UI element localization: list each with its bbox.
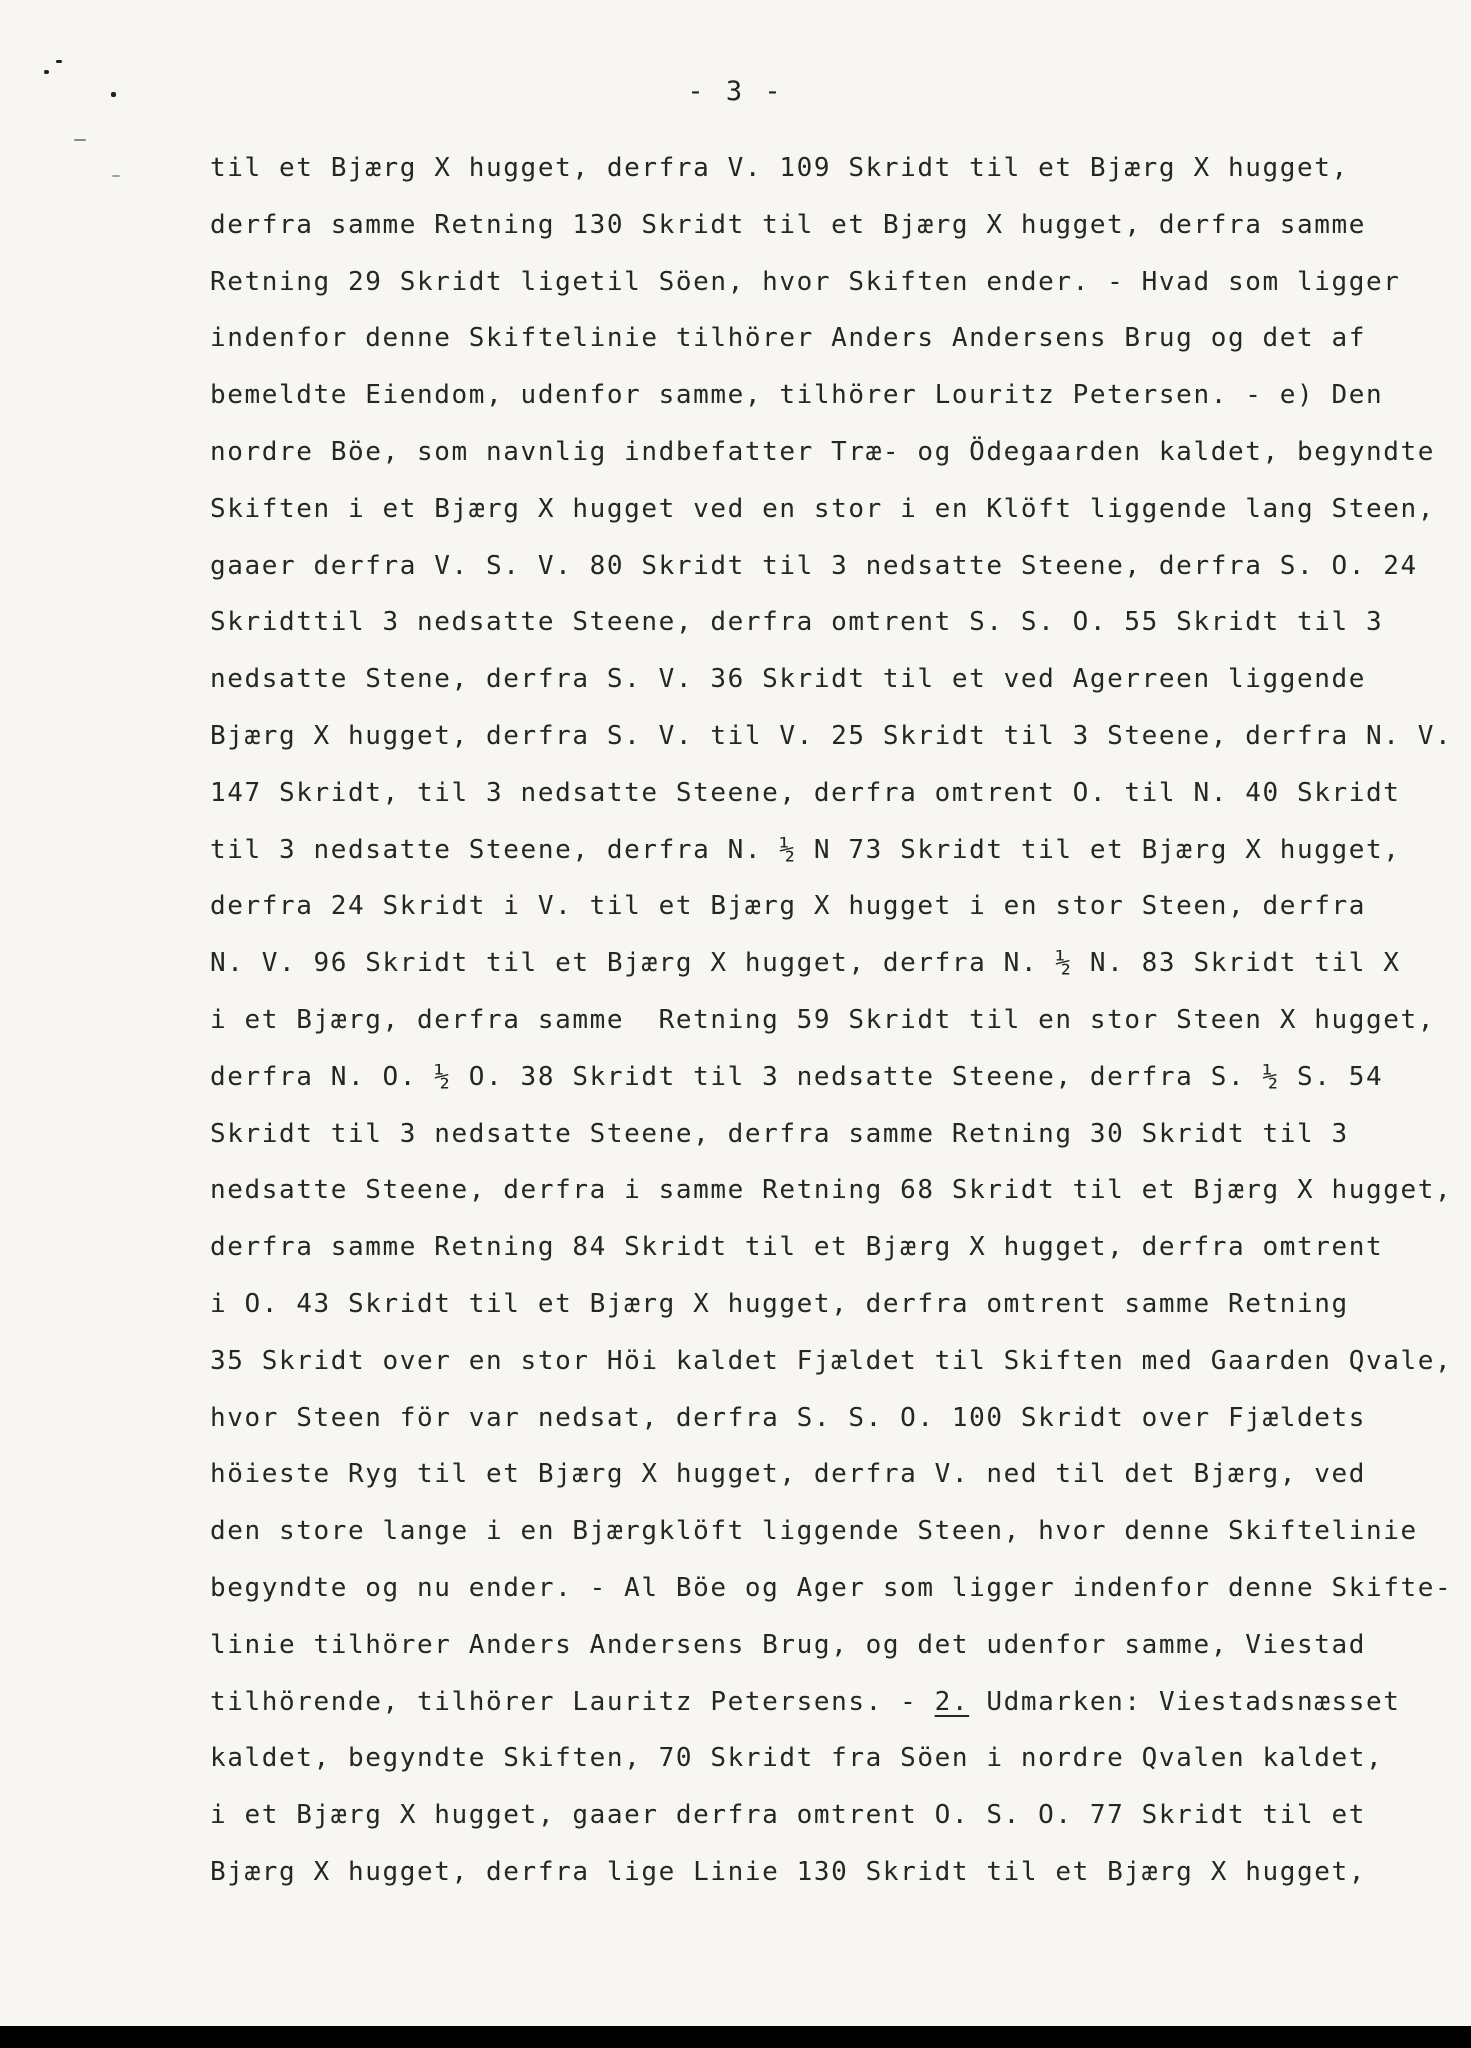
text-line: derfra samme Retning 84 Skridt til et Bjærg X hugget, derfra omtrent	[210, 1232, 1384, 1263]
margin-mark	[56, 60, 62, 63]
text-line: i O. 43 Skridt til et Bjærg X hugget, derfra omtrent samme Retning	[210, 1288, 1349, 1319]
text-line: i et Bjærg X hugget, gaaer derfra omtrent O. S. O. 77 Skridt til et	[210, 1800, 1366, 1831]
text-line: nedsatte Stene, derfra S. V. 36 Skridt til et ved Agerreen liggende	[210, 664, 1366, 695]
text-line: 35 Skridt over en stor Höi kaldet Fjældet til Skiften med Gaarden Qvale,	[210, 1345, 1453, 1376]
text-line: nedsatte Steene, derfra i samme Retning 68 Skridt til et Bjærg X hugget,	[210, 1175, 1453, 1206]
text-line: kaldet, begyndte Skiften, 70 Skridt fra Söen i nordre Qvalen kaldet,	[210, 1743, 1384, 1774]
document-body	[210, 140, 1460, 1901]
text-line: begyndte og nu ender. - Al Böe og Ager som ligger indenfor denne Skifte-	[210, 1572, 1453, 1603]
text-line: Skridt til 3 nedsatte Steene, derfra samme Retning 30 Skridt til 3	[210, 1118, 1349, 1149]
text-line: Skridttil 3 nedsatte Steene, derfra omtrent S. S. O. 55 Skridt til 3	[210, 607, 1384, 638]
section-heading: Udmarken: Viestadsnæsset	[969, 1686, 1401, 1717]
page-number: - 3 -	[687, 76, 784, 107]
text-line: nordre Böe, som navnlig indbefatter Træ- og Ödegaarden kaldet, begyndte	[210, 436, 1435, 467]
text-line-with-section	[210, 1674, 1460, 1731]
text-line-start: tilhörende, tilhörer Lauritz Petersens. -	[210, 1686, 935, 1717]
text-line: bemeldte Eiendom, udenfor samme, tilhörer Louritz Petersen. - e) Den	[210, 380, 1384, 411]
text-line: derfra N. O. ½ O. 38 Skridt til 3 nedsatte Steene, derfra S. ½ S. 54	[210, 1061, 1384, 1092]
text-line: til 3 nedsatte Steene, derfra N. ½ N 73 Skridt til et Bjærg X hugget,	[210, 834, 1401, 865]
text-line: i et Bjærg, derfra samme Retning 59 Skridt til en stor Steen X hugget,	[210, 1004, 1435, 1035]
text-line: indenfor denne Skiftelinie tilhörer Anders Andersens Brug og det af	[210, 323, 1366, 354]
text-line: Retning 29 Skridt ligetil Söen, hvor Skiften ender. - Hvad som ligger	[210, 266, 1401, 297]
text-line: til et Bjærg X hugget, derfra V. 109 Skridt til et Bjærg X hugget,	[210, 153, 1349, 183]
margin-mark	[44, 70, 49, 74]
text-line: N. V. 96 Skridt til et Bjærg X hugget, derfra N. ½ N. 83 Skridt til X	[210, 948, 1401, 979]
margin-mark	[74, 139, 86, 141]
text-line: Bjærg X hugget, derfra S. V. til V. 25 Skridt til 3 Steene, derfra N. V.	[210, 720, 1453, 751]
text-line: derfra samme Retning 130 Skridt til et Bjærg X hugget, derfra samme	[210, 209, 1366, 240]
text-line: Bjærg X hugget, derfra lige Linie 130 Skridt til et Bjærg X hugget,	[210, 1856, 1366, 1887]
text-line: linie tilhörer Anders Andersens Brug, og det udenfor samme, Viestad	[210, 1629, 1366, 1660]
text-line: Skiften i et Bjærg X hugget ved en stor i en Klöft liggende lang Steen,	[210, 493, 1435, 524]
margin-mark	[112, 175, 120, 177]
text-line: hvor Steen för var nedsat, derfra S. S. O. 100 Skridt over Fjældets	[210, 1402, 1366, 1433]
text-line: derfra 24 Skridt i V. til et Bjærg X hugget i en stor Steen, derfra	[210, 891, 1366, 922]
text-line: den store lange i en Bjærgklöft liggende Steen, hvor denne Skiftelinie	[210, 1516, 1418, 1547]
section-number: 2.	[934, 1686, 970, 1717]
text-line: höieste Ryg til et Bjærg X hugget, derfra V. ned til det Bjærg, ved	[210, 1459, 1366, 1490]
text-line: gaaer derfra V. S. V. 80 Skridt til 3 nedsatte Steene, derfra S. O. 24	[210, 550, 1418, 581]
text-line: 147 Skridt, til 3 nedsatte Steene, derfra omtrent O. til N. 40 Skridt	[210, 777, 1401, 808]
